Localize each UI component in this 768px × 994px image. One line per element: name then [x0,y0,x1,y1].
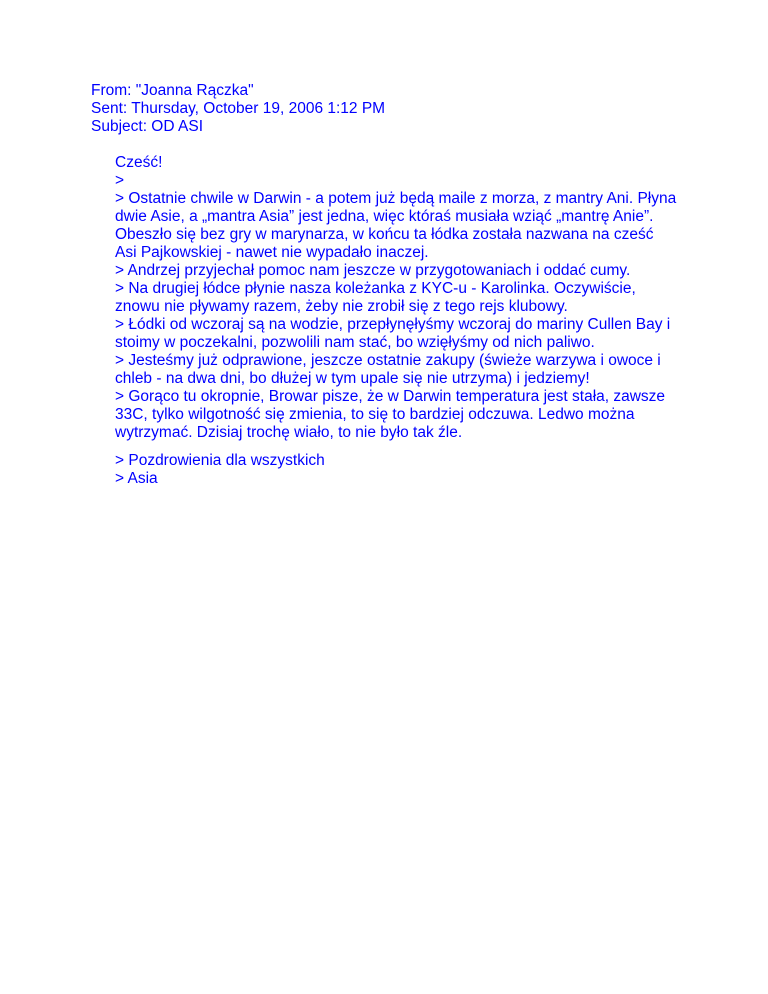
subject-line: Subject: OD ASI [91,118,203,135]
sent-line: Sent: Thursday, October 19, 2006 1:12 PM [91,100,386,117]
from-line: From: "Joanna Rączka" [91,82,254,99]
body-line: Cześć! [115,154,163,171]
body-line: znowu nie pływamy razem, żeby nie zrobił się z tego rejs klubowy. [115,298,568,315]
email-header [91,82,711,136]
paragraph-gap [115,442,715,452]
body-line: > Andrzej przyjechał pomoc nam jeszcze w przygotowaniach i oddać cumy. [115,262,631,279]
body-line: > Jesteśmy już odprawione, jeszcze ostatnie zakupy (świeże warzywa i owoce i [115,352,661,369]
body-line: > Ostatnie chwile w Darwin - a potem już będą maile z morza, z mantry Ani. Płyna [115,190,677,207]
body-line: chleb - na dwa dni, bo dłużej w tym upale się nie utrzyma) i jedziemy! [115,370,590,387]
body-line: wytrzymać. Dzisiaj trochę wiało, to nie było tak źle. [115,424,463,441]
email-body [115,154,715,488]
body-line: dwie Asie, a „mantra Asia” jest jedna, więc któraś musiała wziąć „mantrę Anie”. [115,208,654,225]
body-line: Obeszło się bez gry w marynarza, w końcu ta łódka została nazwana na cześć [115,226,654,243]
closing-signature: > Asia [115,470,158,487]
body-line: 33C, tylko wilgotność się zmienia, to się to bardziej odczuwa. Ledwo można [115,406,635,423]
body-line: stoimy w poczekalni, pozwolili nam stać, bo wzięłyśmy od nich paliwo. [115,334,595,351]
closing-greeting: > Pozdrowienia dla wszystkich [115,452,325,469]
body-line: Asi Pajkowskiej - nawet nie wypadało inaczej. [115,244,429,261]
body-line: > [115,172,125,189]
body-line: > Na drugiej łódce płynie nasza koleżanka z KYC-u - Karolinka. Oczywiście, [115,280,636,297]
body-line: > Gorąco tu okropnie, Browar pisze, że w Darwin temperatura jest stała, zawsze [115,388,666,405]
body-line: > Łódki od wczoraj są na wodzie, przepłynęłyśmy wczoraj do mariny Cullen Bay i [115,316,671,333]
